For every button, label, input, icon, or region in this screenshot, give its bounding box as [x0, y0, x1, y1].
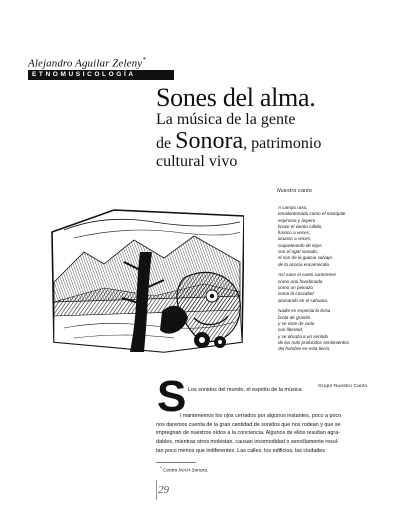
page-number: 29 [158, 484, 169, 496]
poem-line: y se viste de cielo [278, 321, 315, 327]
title-line-3-post: , patrimonio [243, 135, 322, 153]
poem-line: como una hondonada [278, 278, 323, 284]
woodcut-illustration [44, 192, 244, 362]
footnote [160, 465, 208, 474]
poem-line: brota de granito [278, 314, 311, 320]
section-label: ETNOMUSICOLOGÍA [32, 71, 136, 78]
article-body [156, 412, 388, 456]
title-line-3 [156, 129, 386, 154]
body-line: i mantenemos los ojos cerrados por algunos instantes, poco a poco [180, 413, 342, 419]
article-title [156, 84, 386, 171]
title-line-4: cultural vivo [156, 153, 238, 171]
poem-line: del hombre en esta tierra. [278, 346, 331, 352]
poem-stanza [278, 205, 383, 268]
poem-line: bravo el viento cálido, [278, 223, 323, 229]
footnote-mark: * [160, 465, 162, 470]
body-line: impregnan de nuestros oídos a la conciencia. Algunos de ellos resultan agra- [156, 430, 340, 437]
drop-cap: S [157, 372, 187, 421]
poem-line: el son de la guacia salvaje, [278, 255, 334, 261]
poem-stanza [278, 272, 383, 303]
title-line-1: Sones del alma. [156, 83, 316, 112]
poem-line: como un peinazo [278, 285, 313, 291]
poem-line: Así nace el canto sonorense [278, 272, 336, 278]
author-footnote-mark: * [142, 56, 146, 64]
poem-line: con el agüí sonado, [278, 249, 319, 255]
author-name-text: Alejandro Aguilar Zeleny [28, 57, 143, 70]
footnote-rule [156, 462, 196, 463]
poem-line: con libertad, [278, 327, 304, 333]
poem-line: acosando en el sahuaro. [278, 297, 329, 303]
title-sonora: Sonora [175, 128, 244, 155]
page-number-rule [156, 480, 157, 500]
poem-line: de la acacia encarnecida. [278, 261, 331, 267]
poem-line: de los más profundos sentimientos [278, 339, 349, 345]
poem-stanza [278, 308, 383, 352]
section-subtitle: Los sonidos del mundo, el espíritu de la música [188, 387, 302, 393]
poem-body [278, 205, 383, 357]
body-line: dables, mientras otros molestan, causan incomodidad o sencillamente resul- [156, 439, 339, 446]
poem-line: furioso a veces, [278, 230, 311, 236]
poem-line: como la cascabel [278, 291, 314, 297]
body-line: tan poco menos que indiferentes. Las calles, los edificios, las ciudades [156, 447, 326, 454]
poem-line: Nadie es especial la brisa [278, 308, 331, 314]
author-name [28, 56, 146, 70]
title-line-2: La música de la gente [156, 111, 296, 129]
poem-line: y se abraza a un sentido [278, 333, 329, 339]
footnote-text: Centro INAH Sonora. [162, 468, 209, 474]
poem-line: A campo raso, [278, 205, 308, 210]
poem-line: acuoso a veces, [278, 236, 312, 242]
poem-title: Nuestro canto [277, 188, 313, 194]
body-line: nos daremos cuenta de la gran cantidad de sonidos que nos rodean y que se [156, 421, 341, 428]
poem-line: espinoso y áspero [278, 217, 316, 223]
title-line-3-pre: de [156, 135, 176, 153]
poem-line: envalentonado como el mezquite [278, 211, 346, 217]
poem-credit: Grupo Nuestro Canto [318, 384, 368, 389]
poem-line: coqueteando de lejos [278, 242, 322, 248]
